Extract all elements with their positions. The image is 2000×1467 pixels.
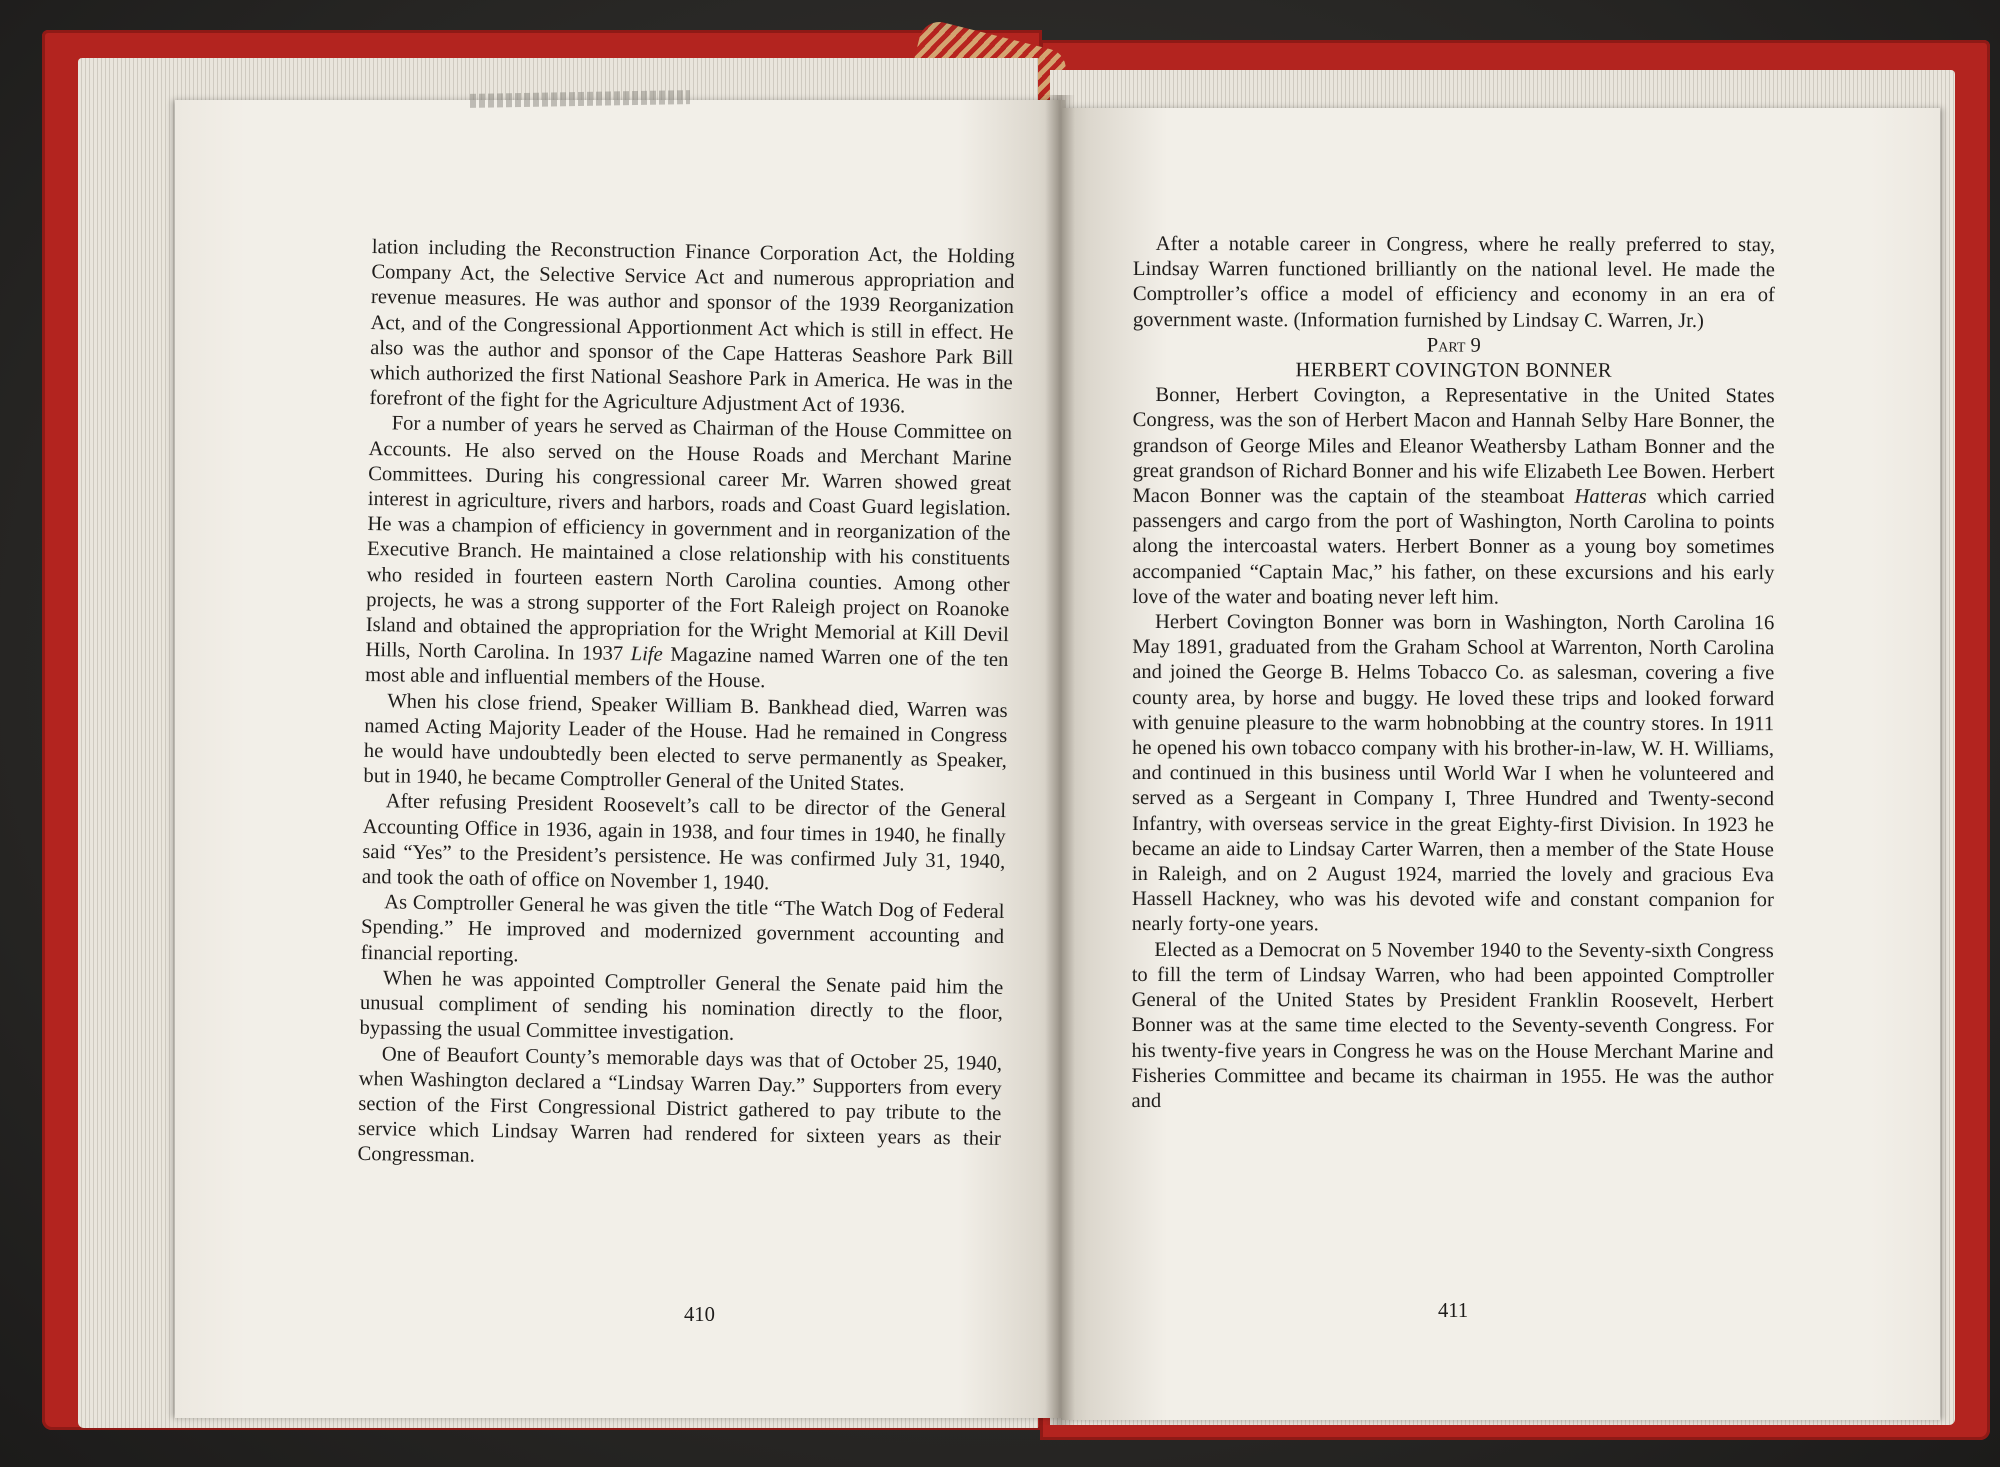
paragraph xyxy=(365,411,1012,698)
left-page-text xyxy=(357,235,1015,1178)
paragraph: After a notable career in Congress, where he really preferred to stay, Lindsay Warren functioned brilliantly on the national level. He made the Comptroller’s office a model of efficiency and economy in an era of government waste. (Information furnished by Lindsay C. Warren, Jr.) xyxy=(1132,233,1775,332)
paragraph xyxy=(1132,383,1774,611)
part-label: Part 9 xyxy=(1426,334,1481,357)
right-page-text xyxy=(1131,232,1775,1115)
book-gutter xyxy=(1045,95,1075,1425)
paragraph: As Comptroller General he was given the title “The Watch Dog of Federal Spending.” He improved and modernized government accounting and financial reporting. xyxy=(360,891,1005,967)
paragraph: Herbert Covington Bonner was born in Washington, North Carolina 16 May 1891, graduated from the Graham School at Warrenton, North Carolina and joined the George B. Helms Tobacco Co. as salesman, covering a five county area, by horse and buggy. He loved these trips and looked forward with genuine pleasure to the warm hobnobbing at the country stores. In 1911 he opened his own tobacco company with his brother-in-law, W. H. Williams, and continued in this business until World War I when he volunteered and served as a Sergeant in Company I, Three Hundred and Twenty-second Infantry, with overseas service in the great Eighty-first Division. In 1923 he became an aide to Lindsay Carter Warren, then a member of the State House in Raleigh, and on 2 August 1924, married the lovely and gracious Eva Hassell Hackney, who was his devoted wife and constant companion for nearly forty-one years. xyxy=(1131,611,1775,936)
paragraph-text: For a number of years he served as Chairman of the House Committee on Accounts. He also served on the House Roads and Merchant Marine Committees. During his congressional career Mr. Warren showed great interest in agriculture, rivers and harbors, roads and Coast Guard legislation. He was a champion of efficiency in government and in reorganization of the Executive Branch. He maintained a close relationship with his constituents who resided in fourteen eastern North Carolina counties. Among other projects, he was a strong supporter of the Fort Raleigh project on Roanoke Island and obtained the appropriation for the Wright Memorial at Kill Devil Hills, North Carolina. In 1937 xyxy=(365,412,1013,666)
chapter-title: HERBERT COVINGTON BONNER xyxy=(1295,359,1612,382)
page-number-left: 410 xyxy=(684,1304,715,1326)
paragraph: When he was appointed Comptroller General the Senate paid him the unusual compliment of sending his nomination directly to the floor, bypassing the usual Committee investigation. xyxy=(359,967,1004,1046)
page-number-right: 411 xyxy=(1438,1300,1469,1322)
paragraph: One of Beaufort County’s memorable days was that of October 25, 1940, when Washington declared a “Lindsay Warren Day.” Supporters from every section of the First Congressional District gathered to pay tribute to the service which Lindsay Warren had rendered for sixteen years as their Congressman. xyxy=(357,1042,1003,1168)
paragraph-text: Magazine named Warren one of the ten most able and influential members of the House. xyxy=(364,643,1009,693)
italic-title: Life xyxy=(630,643,663,666)
paragraph-text: Bonner, Herbert Covington, a Representative in the United States Congress, was the son of Herbert Macon and Hannah Selby Hare Bonner, the grandson of George Miles and Eleanor Weathersby Latham Bonner and the great grandson of Richard Bonner and his wife Elizabeth Lee Bowen. Herbert Macon Bonner was the captain of the steamboat xyxy=(1132,384,1775,508)
italic-ship-name: Hatteras xyxy=(1574,485,1647,508)
paragraph: When his close friend, Speaker William B. Bankhead died, Warren was named Acting Majority Leader of the House. Had he remained in Congress he would have undoubtedly been elected to serve permanently as Speaker, but in 1940, he became Comptroller General of the United States. xyxy=(363,689,1008,796)
paragraph: After refusing President Roosevelt’s call to be director of the General Accounting Office in 1936, again in 1938, and four times in 1940, he finally said “Yes” to the President’s persistence. He was confirmed July 31, 1940, and took the oath of office on November 1, 1940. xyxy=(361,790,1007,895)
paragraph-text: which carried passengers and cargo from the port of Washington, North Carolina to points along the intercoastal waters. Herbert Bonner as a young boy sometimes accompanied “Captain Mac,” his father, on these excursions and his early love of the water and boating never left him. xyxy=(1132,485,1775,609)
paragraph: lation including the Reconstruction Finance Corporation Act, the Holding Company Act, the Selective Service Act and numerous appropriation and revenue measures. He was author and sponsor of the 1939 Reorganization Act, and of the Congressional Apportionment Act which is still in effect. He also was the author and sponsor of the Cape Hatteras Seashore Park Bill which authorized the first National Seashore Park in America. He was in the forefront of the fight for the Agriculture Adjustment Act of 1936. xyxy=(369,235,1015,418)
paragraph: Elected as a Democrat on 5 November 1940 to the Seventy-sixth Congress to fill the term of Lindsay Warren, who had been appointed Comptroller General of the United States by President Franklin Roosevelt, Herbert Bonner was at the same time elected to the Seventy-seventh Congress. For his twenty-five years in Congress he was on the House Merchant Marine and Fisheries Committee and became its chairman in 1955. He was the author and xyxy=(1131,938,1774,1112)
